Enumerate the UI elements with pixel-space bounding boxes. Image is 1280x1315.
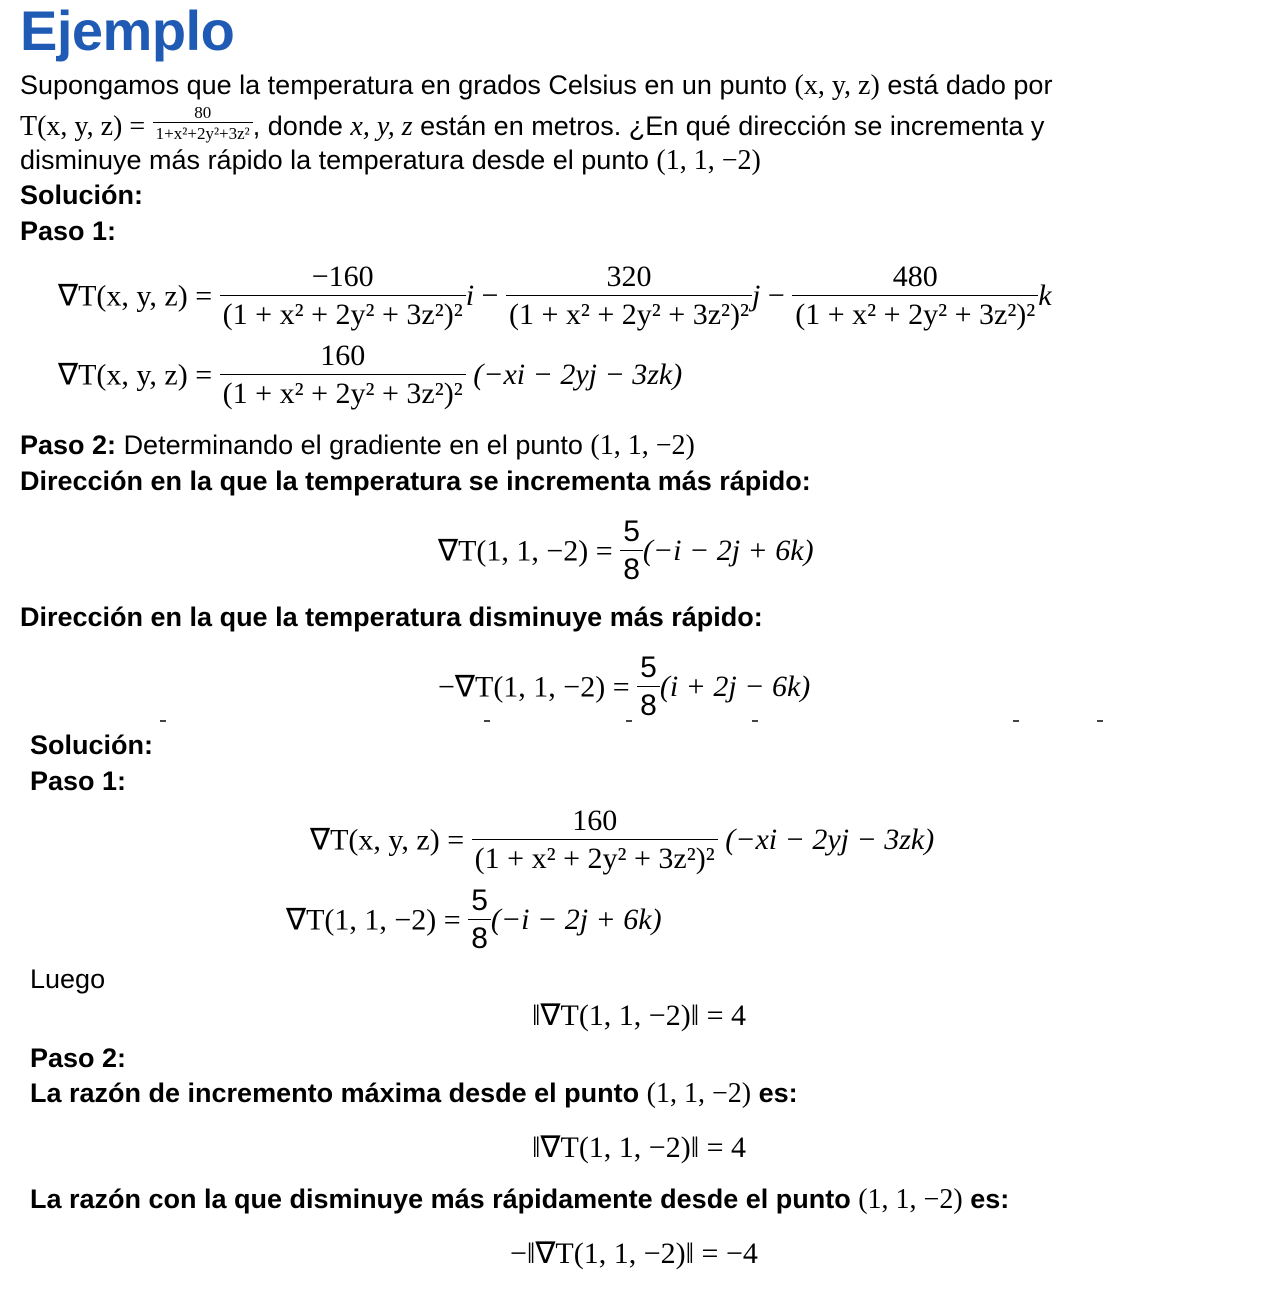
problem-line-2: [20, 104, 1044, 143]
solucion-label: Solución:: [20, 180, 143, 210]
math-point: (1, 1, −2): [656, 145, 761, 176]
problem-text: está dado por: [887, 70, 1053, 100]
gradient-lhs: ∇T(x, y, z) =: [58, 279, 213, 313]
gradient-factored-2: ∇T(x, y, z) = $\frac{160}{\text{(1 + x² + 2y² + 3z²)²}}$ (−xi − 2yj − 3zk): [310, 804, 935, 875]
fraction-5-8: $\frac{5}{8}$: [637, 651, 660, 723]
gradient-factored: ∇T(x, y, z) = $\frac{160}{\text{(1 + x² + 2y² + 3z²)²}}$ (−xi − 2yj − 3zk): [58, 339, 683, 410]
gradient-equation: ∇T(x, y, z) = $\frac{-160}{\text{(1 + x² + 2y² + 3z²)²}}$ i − $\frac{320}{\text{(1 + x² + 2y² + 3z²)²}}$ j − $\frac{480}{\text{(1 + x² + 2y² + 3z²)²}}$ k: [58, 260, 1052, 331]
fraction-factored: $\frac{160}{\text{(1 + x² + 2y² + 3z²)²}}$: [220, 339, 466, 411]
page-title: Ejemplo: [20, 0, 235, 62]
math-vars: x, y, z: [350, 111, 413, 142]
fraction-5-8: $\frac{5}{8}$: [620, 515, 643, 587]
fraction-term-k: $\frac{480}{\text{(1 + x² + 2y² + 3z²)²}}$: [792, 260, 1038, 332]
fraction-term-i: $\frac{-160}{\text{(1 + x² + 2y² + 3z²)²}}$: [220, 260, 466, 332]
luego-text: Luego: [30, 964, 106, 994]
max-rate-equation: ‖∇T(1, 1, −2)‖ = 4: [532, 1131, 747, 1164]
paso1-label-2: Paso 1:: [30, 766, 127, 796]
solucion-label-2: Solución:: [30, 730, 153, 760]
increase-direction-eq: ∇T(1, 1, −2) = $\frac{5}{8}$ (−i − 2j + 6k): [438, 515, 814, 586]
paso1-label: Paso 1:: [20, 216, 117, 246]
decrease-heading: Dirección en la que la temperatura disminuye más rápido:: [20, 602, 763, 632]
problem-text: , donde: [252, 111, 343, 141]
math-T-definition: T(x, y, z) =: [20, 111, 146, 142]
decrease-direction-eq: −∇T(1, 1, −2) = $\frac{5}{8}$ (i + 2j − 6k): [438, 651, 811, 722]
fraction-term-j: $\frac{320}{\text{(1 + x² + 2y² + 3z²)²}}$: [506, 260, 752, 332]
increase-heading: Dirección en la que la temperatura se incrementa más rápido:: [20, 466, 811, 496]
fraction-5-8: $\frac{5}{8}$: [468, 884, 491, 956]
paso2-line: Paso 2: Determinando el gradiente en el punto (1, 1, −2): [20, 430, 695, 461]
problem-text: Supongamos que la temperatura en grados Celsius en un punto: [20, 70, 788, 100]
slide-divider: [0, 719, 1280, 727]
min-rate-heading: La razón con la que disminuye más rápidamente desde el punto (1, 1, −2) es:: [30, 1184, 1010, 1215]
fraction-T: $\frac{80}{\text{1+x²+2y²+3z²}}$: [153, 104, 253, 142]
problem-text: están en metros. ¿En qué dirección se incrementa y: [420, 111, 1045, 141]
norm-equation: ‖∇T(1, 1, −2)‖ = 4: [532, 999, 747, 1032]
problem-text: disminuye más rápido la temperatura desde el punto: [20, 145, 649, 175]
gradient-evaluated: ∇T(1, 1, −2) = $\frac{5}{8}$ (−i − 2j + 6k): [286, 884, 662, 955]
problem-line-3: [20, 145, 761, 177]
max-rate-heading: La razón de incremento máxima desde el punto (1, 1, −2) es:: [30, 1078, 798, 1109]
paso2-label: Paso 2:: [20, 430, 117, 460]
fraction-factored-2: $\frac{160}{\text{(1 + x² + 2y² + 3z²)²}}$: [472, 804, 718, 876]
math-point-xyz: (x, y, z): [794, 70, 880, 101]
paso2-label-2: Paso 2:: [30, 1043, 127, 1073]
problem-line-1: [20, 70, 1052, 102]
min-rate-equation: −‖∇T(1, 1, −2)‖ = −4: [510, 1237, 758, 1270]
